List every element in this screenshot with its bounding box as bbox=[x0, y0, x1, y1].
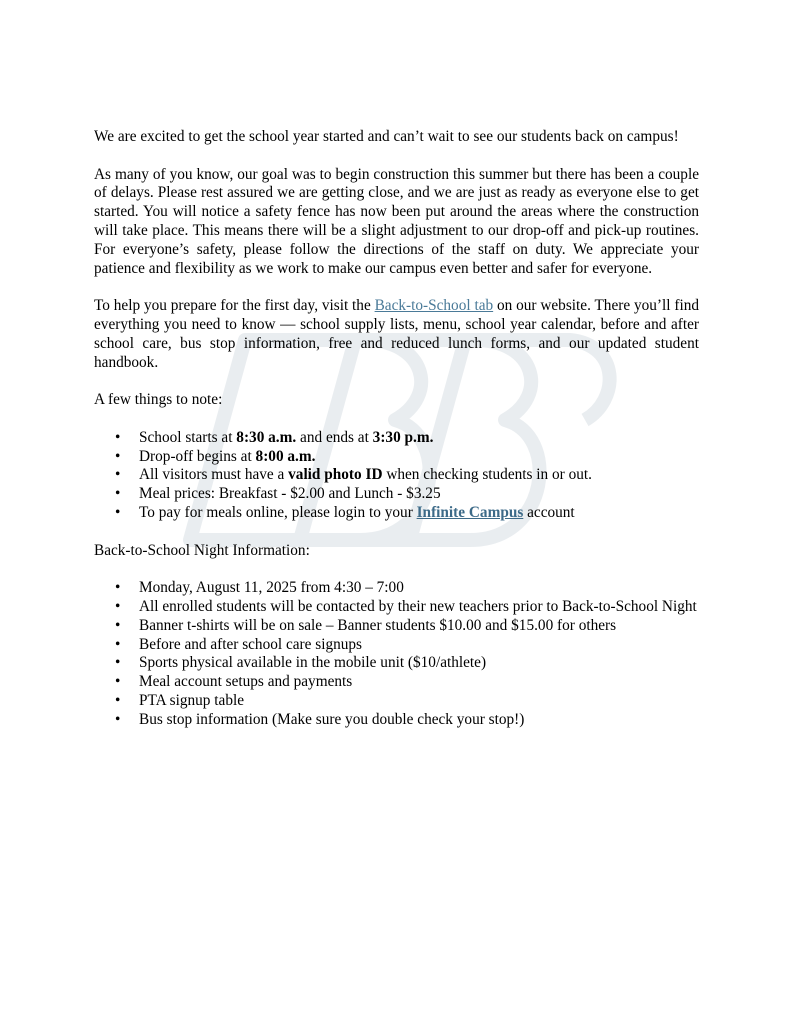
list-item: • Drop-off begins at 8:00 a.m. bbox=[115, 447, 316, 465]
letter-body bbox=[94, 128, 699, 730]
list-item: • Monday, August 11, 2025 from 4:30 – 7:00 bbox=[115, 579, 404, 597]
bullet: • bbox=[115, 673, 121, 691]
list-item: • School starts at 8:30 a.m. and ends at 3:30 p.m. bbox=[115, 428, 434, 446]
construction-paragraph: As many of you know, our goal was to begin construction this summer but there has been a couple of delays. Please rest assured we are getting close, and we are just as ready as everyone else to get started. You will notice a safety fence has now been put around the areas where the construction will take place. This means there will be a slight adjustment to our drop-off and pick-up routines. For everyone’s safety, please follow the directions of the staff on duty. We appreciate your patience and flexibility as we work to make our campus even better and safer for everyone. bbox=[94, 165, 699, 277]
list-item: • Meal account setups and payments bbox=[115, 673, 353, 691]
list-item: • All visitors must have a valid photo ID when checking students in or out. bbox=[115, 466, 592, 484]
list-item: • All enrolled students will be contacted by their new teachers prior to Back-to-School Night bbox=[115, 597, 697, 615]
bullet: • bbox=[115, 710, 121, 728]
list-item: • Meal prices: Breakfast - $2.00 and Lunch - $3.25 bbox=[115, 485, 441, 503]
prepare-text-after: on our website. There you’ll find everything you need to know — school supply lists, menu, school year calendar, before and after school care, bus stop information, free and reduced lunch forms, and our updated student handbook. bbox=[94, 297, 699, 371]
bullet: • bbox=[115, 635, 121, 653]
prepare-text-before: To help you prepare for the first day, visit the bbox=[94, 297, 375, 315]
bullet: • bbox=[115, 654, 121, 672]
bullet: • bbox=[115, 428, 121, 446]
bullet: • bbox=[115, 447, 121, 465]
bullet: • bbox=[115, 466, 121, 484]
list-item: • Banner t-shirts will be on sale – Banner students $10.00 and $15.00 for others bbox=[115, 616, 617, 634]
back-to-school-tab-link[interactable]: Back-to-School tab bbox=[374, 297, 494, 315]
bullet: • bbox=[115, 597, 121, 615]
infinite-campus-link[interactable]: Infinite Campus bbox=[416, 503, 524, 521]
list-item: • Before and after school care signups bbox=[115, 635, 362, 653]
night-list bbox=[94, 579, 699, 729]
night-heading: Back-to-School Night Information: bbox=[94, 541, 310, 559]
bullet: • bbox=[115, 691, 121, 709]
bullet: • bbox=[115, 616, 121, 634]
bullet: • bbox=[115, 485, 121, 503]
notes-list bbox=[94, 429, 699, 523]
bullet: • bbox=[115, 503, 121, 521]
list-item: • PTA signup table bbox=[115, 691, 245, 709]
list-item: • Sports physical available in the mobile unit ($10/athlete) bbox=[115, 654, 487, 672]
list-item: • To pay for meals online, please login to your Infinite Campus account bbox=[115, 503, 575, 521]
intro-paragraph: We are excited to get the school year started and can’t wait to see our students back on campus! bbox=[94, 128, 679, 145]
notes-heading: A few things to note: bbox=[94, 391, 223, 409]
prepare-paragraph bbox=[94, 297, 699, 372]
list-item: • Bus stop information (Make sure you double check your stop!) bbox=[115, 710, 525, 728]
bullet: • bbox=[115, 579, 121, 597]
